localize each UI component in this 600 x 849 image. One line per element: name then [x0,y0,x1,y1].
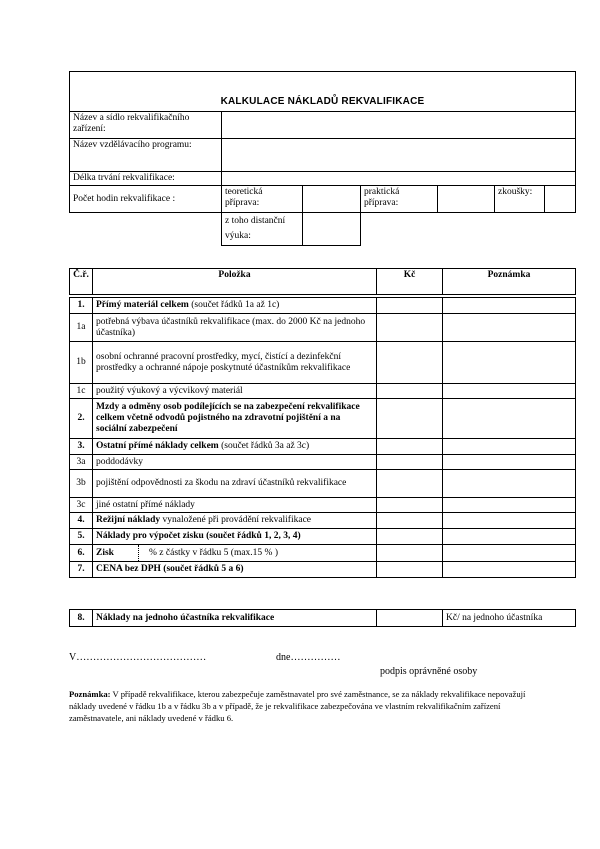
table-row: 7. CENA bez DPH (součet řádků 5 a 6) [70,562,576,578]
field-distancni[interactable] [303,213,361,246]
kc-cell[interactable] [377,470,443,498]
table-row: 3c jiné ostatní přímé náklady [70,498,576,513]
kc-cell[interactable] [377,342,443,384]
kc-cell[interactable] [377,545,443,562]
col-header-cislo: Č.ř. [70,269,93,295]
note-cell[interactable] [443,399,576,439]
header-table [69,71,576,246]
label-z-toho-distancni: z toho distanční výuka: [222,213,303,246]
field-nazev-sidlo[interactable] [222,112,576,139]
label-zkousky: zkoušky: [495,186,545,213]
place-field[interactable]: V………………………………… [69,652,207,663]
label-teoreticka: teoretická příprava: [222,186,303,213]
table-row: 5. Náklady pro výpočet zisku (součet řádků 1, 2, 3, 4) [70,529,576,545]
kc-cell[interactable] [377,314,443,342]
label-nazev-sidlo: Název a sídlo rekvalifikačního zařízení: [70,112,222,139]
cena-bez-dph: CENA bez DPH (součet řádků 5 a 6) [93,562,377,578]
note-cell[interactable] [443,545,576,562]
field-nazev-programu[interactable] [222,139,576,172]
table-row: 4. Režijní náklady vynaložené při provádění rekvalifikace [70,513,576,529]
label-nazev-programu: Název vzdělávacího programu: [70,139,222,172]
table-row: 2. Mzdy a odměny osob podílejících se na zabezpečení rekvalifikace celkem včetně odvodů pojistného na zdravotní pojištění a na sociální zabezpečení [70,399,576,439]
table-row: 6. Zisk % z částky v řádku 5 (max.15 % ) [70,545,576,562]
kc-cell[interactable] [377,513,443,529]
note-cell[interactable] [443,298,576,314]
note-cell[interactable] [443,498,576,513]
kc-cell[interactable] [377,562,443,578]
col-header-poznamka: Poznámka [443,269,576,295]
note-cell[interactable] [443,342,576,384]
kc-cell[interactable] [377,439,443,455]
per-participant-label: Náklady na jednoho účastníka rekvalifikace [93,610,377,627]
field-delka[interactable] [222,172,576,186]
kc-cell[interactable] [377,399,443,439]
col-header-kc: Kč [377,269,443,295]
note-cell[interactable] [443,314,576,342]
footnote [69,688,539,724]
note-cell[interactable] [443,529,576,545]
table-row: 1. Přímý materiál celkem (součet řádků 1a až 1c) [70,298,576,314]
kc-cell[interactable] [377,498,443,513]
per-participant-unit: Kč/ na jednoho účastníka [443,610,576,627]
table-row: 1a potřebná výbava účastníků rekvalifikace (max. do 2000 Kč na jednoho účastníka) [70,314,576,342]
kc-cell[interactable] [377,384,443,399]
label-pocet-hodin: Počet hodin rekvalifikace : [70,186,222,213]
footnote-label: Poznámka: [69,689,111,699]
field-prakticka[interactable] [438,186,495,213]
label-delka: Délka trvání rekvalifikace: [70,172,222,186]
signature-label: podpis oprávněné osoby [380,666,478,677]
label-prakticka: praktická příprava: [361,186,438,213]
note-cell[interactable] [443,513,576,529]
zisk-label: Zisk [93,545,139,561]
cost-table [69,268,576,578]
table-row: 3b pojištění odpovědnosti za škodu na zdraví účastníků rekvalifikace [70,470,576,498]
table-row: 1c použitý výukový a výcvikový materiál [70,384,576,399]
table-row: 3. Ostatní přímé náklady celkem (součet řádků 3a až 3c) [70,439,576,455]
zisk-text: % z částky v řádku 5 (max.15 % ) [149,547,279,558]
date-field[interactable]: dne…………… [276,652,341,663]
field-zkousky[interactable] [545,186,576,213]
note-cell[interactable] [443,384,576,399]
form-title: KALKULACE NÁKLADŮ REKVALIFIKACE [70,72,576,112]
note-cell[interactable] [443,562,576,578]
kc-cell[interactable] [377,529,443,545]
per-participant-table: 8. Náklady na jednoho účastníka rekvalifikace Kč/ na jednoho účastníka [69,609,576,627]
table-row: 3a poddodávky [70,455,576,470]
note-cell[interactable] [443,439,576,455]
footnote-text: V případě rekvalifikace, kterou zabezpečuje zaměstnavatel pro své zaměstnance, se za náklady rekvalifikace nepovažují náklady uvedené v řádku 1b a v řádku 3b a v případě, že je rekvalifikace zabezpečována ve vlastním rekvalifikačním zařízení zaměstnavatele, ani náklady uvedené v řádku 6. [69,689,526,723]
note-cell[interactable] [443,455,576,470]
kc-cell[interactable] [377,455,443,470]
field-teoreticka[interactable] [303,186,361,213]
per-participant-kc[interactable] [377,610,443,627]
table-row: 1b osobní ochranné pracovní prostředky, mycí, čistící a dezinfekční prostředky a ochranné nápoje poskytnuté účastníkům rekvalifikace [70,342,576,384]
note-cell[interactable] [443,470,576,498]
col-header-polozka: Položka [93,269,377,295]
kc-cell[interactable] [377,298,443,314]
